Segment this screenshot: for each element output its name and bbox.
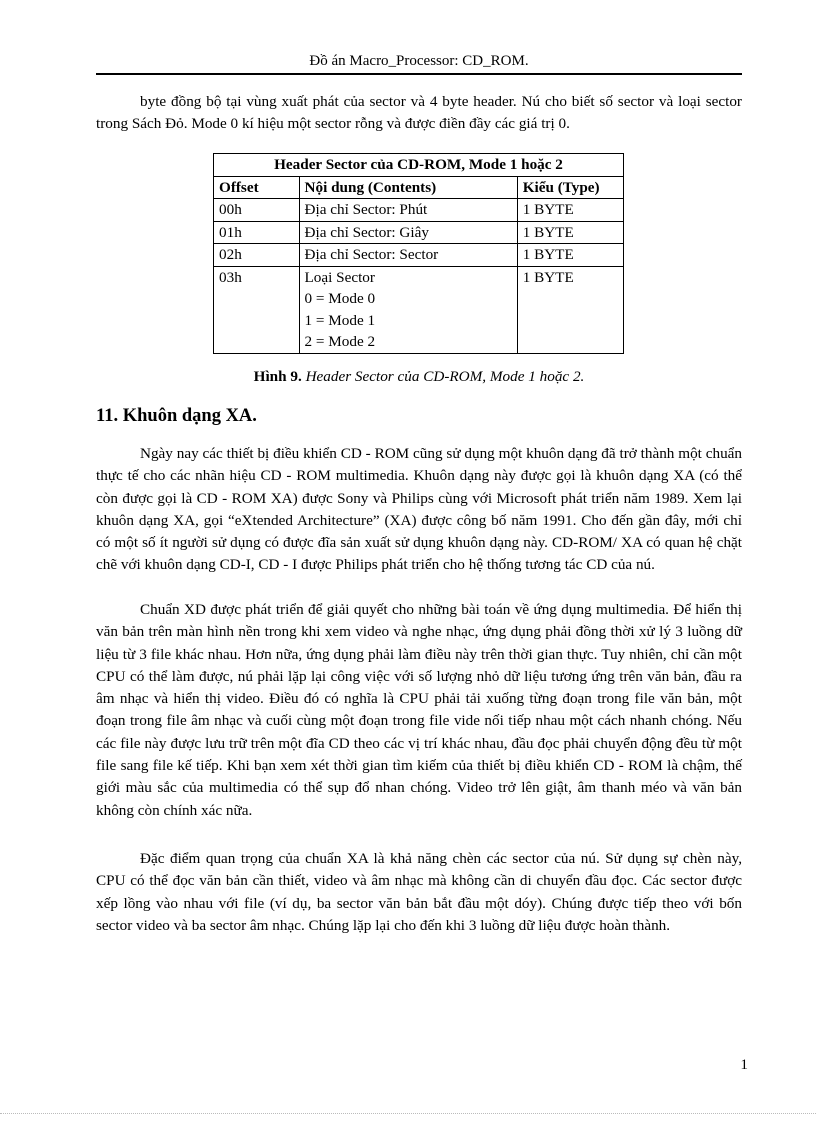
column-header-offset: Offset: [214, 176, 300, 199]
header-sector-table: [213, 153, 624, 354]
cell-type: 1 BYTE: [517, 244, 623, 267]
contents-line: 0 = Mode 0: [304, 290, 376, 307]
column-header-contents: Nội dung (Contents): [299, 176, 517, 199]
table-row: [214, 244, 624, 267]
page-bottom-divider: [0, 1113, 816, 1114]
table-title: Header Sector của CD-ROM, Mode 1 hoặc 2: [214, 154, 624, 177]
cell-contents: [299, 266, 517, 353]
figure-caption: [96, 367, 742, 387]
cell-type: 1 BYTE: [517, 266, 623, 353]
caption-label: Hình 9.: [253, 368, 302, 385]
body-paragraph-1: Ngày nay các thiết bị điều khiển CD - ROM cũng sử dụng một khuôn dạng đã trở thành một chuẩn thực tế cho các nhãn hiệu CD - ROM multimedia. Khuôn dạng này được gọi là khuôn dạng XA (có thể còn được gọi là CD - ROM XA) được Sony và Philips cùng với Microsoft phát triển năm 1989. Xem lại khuôn dạng XA, gọi “eXtended Architecture” (XA) được công bố năm 1991. Cho đến gần đây, mới chỉ có một số ít người sử dụng có được đĩa sản xuất sử dụng khuôn dạng này. CD-ROM/ XA có quan hệ chặt chẽ với khuôn dạng CD-I, CD - I được Philips phát triển cho hệ thống tương tác CD của nú.: [96, 445, 742, 574]
cell-type: 1 BYTE: [517, 221, 623, 244]
cell-contents: Địa chỉ Sector: Phút: [299, 199, 517, 222]
page-number: 1: [740, 1056, 748, 1073]
section-heading: 11. Khuôn dạng XA.: [96, 406, 257, 426]
intro-paragraph: byte đồng bộ tại vùng xuất phát của sector và 4 byte header. Nú cho biết số sector và loại sector trong Sách Đỏ. Mode 0 kí hiệu một sector rỗng và được điền đầy các giá trị 0.: [96, 93, 742, 133]
cell-offset: 00h: [214, 199, 300, 222]
caption-text: Header Sector của CD-ROM, Mode 1 hoặc 2.: [301, 368, 585, 385]
body-paragraph-3: Đặc điểm quan trọng của chuẩn XA là khả năng chèn các sector của nú. Sử dụng sự chèn này, CPU có thể đọc văn bản cần thiết, video và âm nhạc mà không cần di chuyển đầu đọc. Các sector được xếp lồng vào nhau với file (ví dụ, ba sector văn bản bắt đầu một dóy). Chúng được tiếp theo với bốn sector video và ba sector âm nhạc. Chúng lặp lại cho đến khi 3 luồng dữ liệu được hoàn thành.: [96, 850, 742, 934]
contents-line: 2 = Mode 2: [304, 333, 376, 350]
cell-offset: 02h: [214, 244, 300, 267]
cell-offset: 03h: [214, 266, 300, 353]
cell-contents: Địa chỉ Sector: Sector: [299, 244, 517, 267]
contents-line: Loại Sector: [304, 268, 375, 286]
column-header-type: Kiểu (Type): [517, 176, 623, 199]
table-row: [214, 199, 624, 222]
table-row: [214, 221, 624, 244]
page-header-title: Đồ án Macro_Processor: CD_ROM.: [309, 53, 529, 69]
table-row: [214, 266, 624, 353]
contents-line: 1 = Mode 1: [304, 311, 376, 329]
cell-offset: 01h: [214, 221, 300, 244]
body-paragraph-2: Chuẩn XD được phát triển để giải quyết cho những bài toán về ứng dụng multimedia. Để hiển thị văn bản trên màn hình nền trong khi xem video và nghe nhạc, ứng dụng phải đồng thời xử lý 3 luồng dữ liệu từ 3 file khác nhau. Hơn nữa, ứng dụng phải làm điều này trên thời gian thực. Tuy nhiên, chỉ cần một CPU có thể làm được, nú phải lặp lại công việc với số lượng nhỏ dữ liệu tương ứng trên văn bản, đầu ra âm nhạc và hiển thị video. Điều đó có nghĩa là CPU phải tải xuống từng đoạn trong file văn bản, một đoạn trong file âm nhạc và cuối cùng một đoạn trong file vide nối tiếp nhau một cách nhanh chóng. Nếu các file này được lưu trữ trên một đĩa CD theo các vị trí khác nhau, đầu đọc phải chuyển động đều từ một file sang file kế tiếp. Khi bạn xem xét thời gian tìm kiếm của thiết bị điều khiển CD - ROM là chậm, thế giới màu sắc của multimedia có thể sụp đổ nhan chóng. Video trở lên giật, âm thanh méo và văn bản không còn chính xác nữa.: [96, 601, 742, 819]
cell-contents: Địa chỉ Sector: Giây: [299, 221, 517, 244]
header-rule: [96, 73, 742, 75]
cell-type: 1 BYTE: [517, 199, 623, 222]
